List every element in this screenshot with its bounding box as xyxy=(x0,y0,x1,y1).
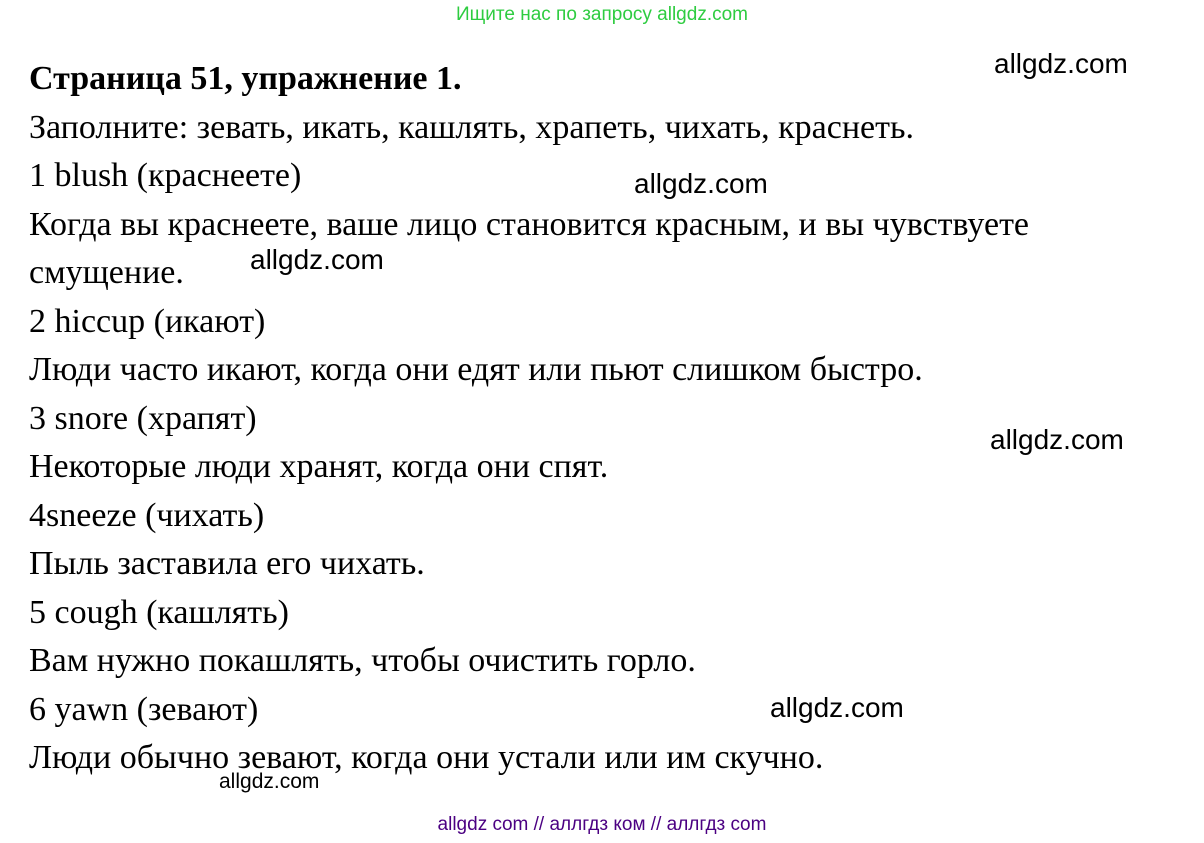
item-5-word: 5 cough (кашлять) xyxy=(29,593,289,631)
watermark-text: allgdz.com xyxy=(994,48,1128,79)
watermark-text: allgdz.com xyxy=(634,168,768,199)
item-2-sentence: Люди часто икают, когда они едят или пьют слишком быстро. xyxy=(29,351,923,388)
item-6-word: 6 yawn (зевают) xyxy=(29,690,259,728)
exercise-content xyxy=(29,55,1199,783)
watermark-text: allgdz.com xyxy=(770,692,904,723)
top-banner-link[interactable]: Ищите нас по запросу allgdz.com xyxy=(455,4,748,25)
item-4-sentence: Пыль заставила его чихать. xyxy=(29,545,425,582)
item-1-sentence-continued: смущение. xyxy=(29,254,184,291)
item-5-sentence: Вам нужно покашлять, чтобы очистить горло. xyxy=(29,642,696,679)
instruction-line: Заполните: зевать, икать, кашлять, храпеть, чихать, краснеть. xyxy=(29,108,914,146)
item-6-sentence: Люди обычно зевают, когда они устали или им скучно. xyxy=(29,739,824,776)
item-4-word: 4sneeze (чихать) xyxy=(29,496,265,534)
item-1-word: 1 blush (краснеете) xyxy=(29,157,302,194)
watermark-text: allgdz.com xyxy=(250,244,384,275)
item-3-sentence: Некоторые люди хранят, когда они спят. xyxy=(29,448,609,485)
watermark-text: allgdz.com xyxy=(990,424,1124,455)
watermark-text: allgdz.com xyxy=(219,770,320,793)
footer-links[interactable]: allgdz com // аллгдз ком // аллгдз com xyxy=(437,814,767,835)
page-heading: Страница 51, упражнение 1. xyxy=(29,60,462,97)
item-1-sentence: Когда вы краснеете, ваше лицо становится красным, и вы чувствуете xyxy=(29,205,1030,243)
item-2-word: 2 hiccup (икают) xyxy=(29,302,266,340)
item-3-word: 3 snore (храпят) xyxy=(29,399,257,437)
